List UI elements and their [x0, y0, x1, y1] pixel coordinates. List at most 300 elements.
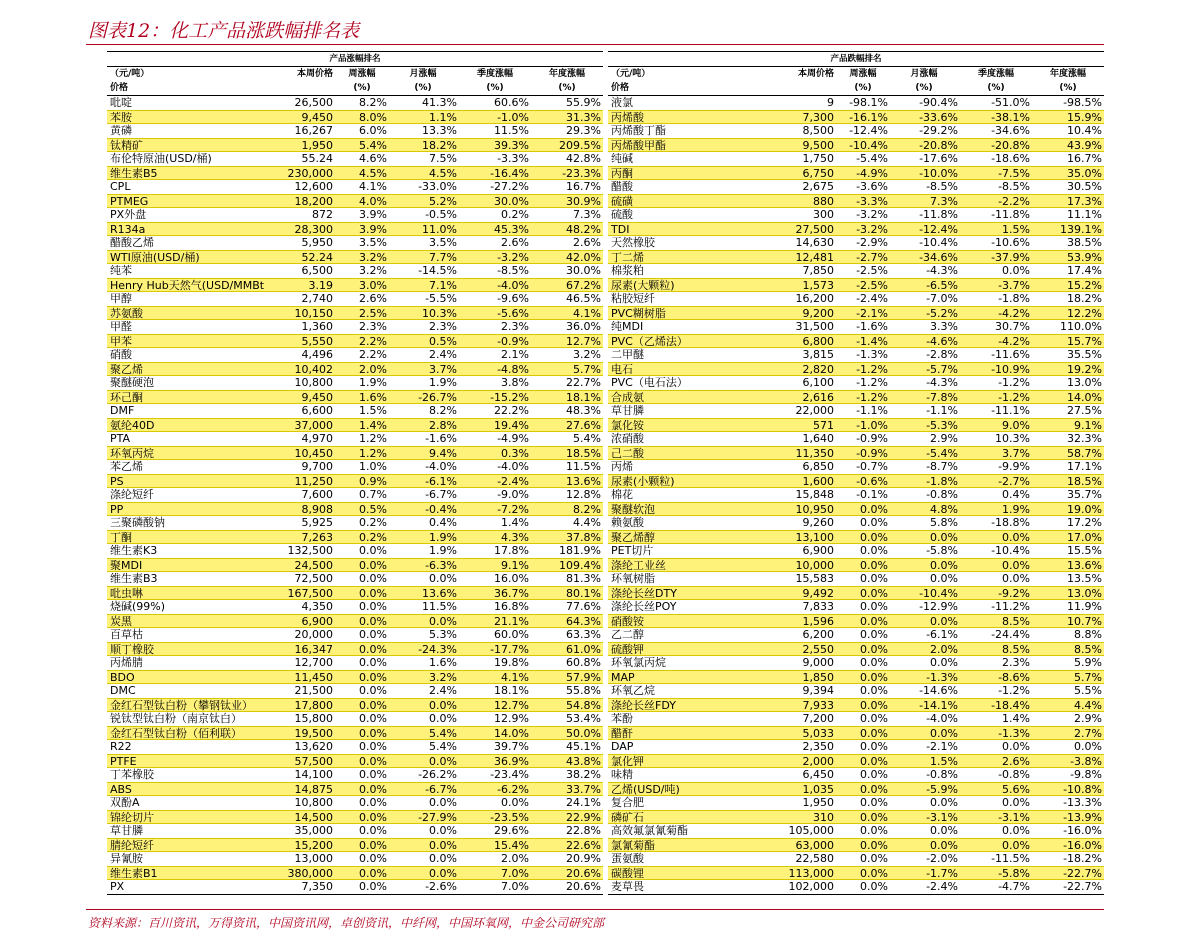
- quarterly-change: -4.8%: [497, 363, 529, 376]
- table-row: [107, 572, 603, 586]
- price: 300: [813, 208, 834, 221]
- table-row: [608, 698, 1104, 712]
- title-rule: [86, 44, 1104, 45]
- yearly-change: -22.7%: [1063, 880, 1102, 893]
- yearly-change: 4.4%: [1074, 699, 1102, 712]
- yearly-change: 27.5%: [1067, 404, 1102, 417]
- weekly-change: 0.0%: [860, 783, 888, 796]
- table-row: [107, 320, 603, 334]
- yearly-change: 60.8%: [566, 656, 601, 669]
- yearly-change: 209.5%: [559, 139, 601, 152]
- price: 7,833: [802, 600, 834, 613]
- product-name: 纯MDI: [611, 320, 644, 333]
- quarterly-change: -16.4%: [490, 167, 529, 180]
- monthly-change: -17.6%: [919, 152, 958, 165]
- price: 14,100: [294, 768, 333, 781]
- quarterly-change: -3.1%: [998, 811, 1030, 824]
- weekly-change: -2.5%: [856, 264, 888, 277]
- product-name: 电石: [611, 363, 633, 376]
- monthly-change: -2.8%: [926, 348, 958, 361]
- table-row: [107, 446, 603, 460]
- weekly-change: 0.0%: [860, 852, 888, 865]
- price: 102,000: [788, 880, 834, 893]
- price: 6,750: [802, 167, 834, 180]
- yearly-change: 67.2%: [566, 279, 601, 292]
- product-name: 苏氨酸: [110, 307, 143, 320]
- table-row: [107, 754, 603, 768]
- quarterly-change: -1.8%: [998, 292, 1030, 305]
- quarterly-change: -11.8%: [991, 208, 1030, 221]
- yearly-change: 29.3%: [566, 124, 601, 137]
- monthly-change: -5.2%: [926, 307, 958, 320]
- product-name: 百草枯: [110, 628, 143, 641]
- monthly-change: -5.9%: [926, 783, 958, 796]
- table-row: [107, 264, 603, 278]
- weekly-change: 0.0%: [860, 572, 888, 585]
- weekly-change: -3.6%: [856, 180, 888, 193]
- quarterly-change: -9.0%: [497, 488, 529, 501]
- weekly-change: -2.1%: [856, 307, 888, 320]
- yearly-change: 20.6%: [566, 867, 601, 880]
- monthly-change: 5.4%: [429, 740, 457, 753]
- product-name: 黄磷: [110, 124, 132, 137]
- header-row: [107, 67, 603, 81]
- price: 4,970: [301, 432, 333, 445]
- product-name: 硝酸铵: [611, 615, 644, 628]
- table-row: [608, 306, 1104, 320]
- weekly-change: 0.0%: [359, 615, 387, 628]
- price: 52.24: [301, 251, 333, 264]
- yearly-change: 50.0%: [566, 727, 601, 740]
- monthly-change: -14.1%: [919, 699, 958, 712]
- price: 7,933: [802, 699, 834, 712]
- column-header: 月涨幅: [910, 69, 938, 79]
- price: 14,875: [294, 783, 333, 796]
- quarterly-change: -9.9%: [998, 460, 1030, 473]
- weekly-change: -3.2%: [856, 223, 888, 236]
- price: 19,500: [294, 727, 333, 740]
- weekly-change: 0.0%: [359, 684, 387, 697]
- product-name: 高效氟氯氰菊酯: [611, 824, 688, 837]
- yearly-change: 12.8%: [566, 488, 601, 501]
- table-row: [107, 698, 603, 712]
- monthly-change: -12.9%: [919, 600, 958, 613]
- quarterly-change: -20.8%: [991, 139, 1030, 152]
- weekly-change: -3.3%: [856, 195, 888, 208]
- table-row: [107, 124, 603, 138]
- product-name: 氯氰菊酯: [611, 839, 655, 852]
- price: 7,850: [802, 264, 834, 277]
- yearly-change: -9.8%: [1070, 768, 1102, 781]
- monthly-change: -0.5%: [425, 208, 457, 221]
- yearly-change: 30.0%: [566, 264, 601, 277]
- table-row: [608, 152, 1104, 166]
- price: 1,596: [802, 615, 834, 628]
- price: 37,000: [294, 419, 333, 432]
- quarterly-change: 4.3%: [501, 531, 529, 544]
- weekly-change: 0.0%: [860, 684, 888, 697]
- weekly-change: 0.0%: [860, 628, 888, 641]
- table-row: [608, 124, 1104, 138]
- quarterly-change: 39.7%: [494, 740, 529, 753]
- price: 28,300: [294, 223, 333, 236]
- weekly-change: 6.0%: [359, 124, 387, 137]
- product-name: 苯胺: [110, 111, 132, 124]
- monthly-change: 2.8%: [429, 419, 457, 432]
- weekly-change: 0.0%: [359, 699, 387, 712]
- product-name: 聚乙烯醇: [611, 531, 655, 544]
- weekly-change: -1.0%: [856, 419, 888, 432]
- table-row: [107, 334, 603, 348]
- yearly-change: 8.5%: [1074, 643, 1102, 656]
- quarterly-change: 0.0%: [1002, 839, 1030, 852]
- price: 9,700: [301, 460, 333, 473]
- weekly-change: 2.0%: [359, 363, 387, 376]
- monthly-change: 0.0%: [429, 852, 457, 865]
- yearly-change: 17.3%: [1067, 195, 1102, 208]
- table-row: [608, 222, 1104, 236]
- table-row: [107, 642, 603, 656]
- column-header: （元/吨）: [611, 69, 651, 79]
- price: 2,550: [802, 643, 834, 656]
- monthly-change: 0.0%: [429, 712, 457, 725]
- quarterly-change: -8.5%: [497, 264, 529, 277]
- table-row: [107, 390, 603, 404]
- quarterly-change: 15.4%: [494, 839, 529, 852]
- weekly-change: -1.3%: [856, 348, 888, 361]
- yearly-change: 54.8%: [566, 699, 601, 712]
- quarterly-change: -51.0%: [991, 96, 1030, 109]
- quarterly-change: -3.2%: [497, 251, 529, 264]
- table-row: [608, 418, 1104, 432]
- weekly-change: 1.2%: [359, 432, 387, 445]
- table-row: [608, 348, 1104, 362]
- quarterly-change: 0.0%: [1002, 531, 1030, 544]
- quarterly-change: 0.0%: [501, 796, 529, 809]
- yearly-change: -98.5%: [1063, 96, 1102, 109]
- product-name: DMC: [110, 684, 136, 697]
- price: 16,267: [294, 124, 333, 137]
- table-row: [107, 684, 603, 698]
- monthly-change: 4.5%: [429, 167, 457, 180]
- product-name: 硫酸钾: [611, 643, 644, 656]
- price: 13,100: [795, 531, 834, 544]
- monthly-change: 3.3%: [930, 320, 958, 333]
- table-row: [608, 138, 1104, 152]
- product-name: BDO: [110, 671, 135, 684]
- yearly-change: 22.7%: [566, 376, 601, 389]
- weekly-change: 0.0%: [359, 768, 387, 781]
- table-row: [608, 502, 1104, 516]
- monthly-change: 4.8%: [930, 503, 958, 516]
- product-name: 丙烯: [611, 460, 633, 473]
- price: 9: [827, 96, 834, 109]
- weekly-change: 0.0%: [860, 587, 888, 600]
- table-row: [608, 628, 1104, 642]
- price: 9,260: [802, 516, 834, 529]
- monthly-change: -20.8%: [919, 139, 958, 152]
- table-row: [107, 740, 603, 754]
- monthly-change: -14.5%: [418, 264, 457, 277]
- product-name: 天然橡胶: [611, 236, 655, 249]
- table-row: [608, 460, 1104, 474]
- weekly-change: 8.2%: [359, 96, 387, 109]
- price: 17,800: [294, 699, 333, 712]
- monthly-change: 2.9%: [930, 432, 958, 445]
- monthly-change: 18.2%: [422, 139, 457, 152]
- weekly-change: 0.0%: [860, 671, 888, 684]
- price: 1,950: [301, 139, 333, 152]
- table-row: [608, 446, 1104, 460]
- table-row: [608, 600, 1104, 614]
- price: 35,000: [294, 824, 333, 837]
- monthly-change: 0.0%: [930, 796, 958, 809]
- weekly-change: 1.9%: [359, 376, 387, 389]
- yearly-change: 81.3%: [566, 572, 601, 585]
- column-header: 周涨幅: [348, 69, 376, 79]
- product-name: 丙烯酸: [611, 111, 644, 124]
- product-name: 磷矿石: [611, 811, 644, 824]
- quarterly-change: -9.2%: [998, 587, 1030, 600]
- monthly-change: 1.9%: [429, 376, 457, 389]
- weekly-change: -0.1%: [856, 488, 888, 501]
- table-row: [608, 432, 1104, 446]
- product-name: 硫磺: [611, 195, 633, 208]
- weekly-change: 0.0%: [359, 572, 387, 585]
- yearly-change: 35.7%: [1067, 488, 1102, 501]
- gainers-table: [107, 51, 603, 895]
- column-header: 年度涨幅: [548, 69, 585, 79]
- quarterly-change: 1.9%: [1002, 503, 1030, 516]
- quarterly-change: 12.9%: [494, 712, 529, 725]
- table-row: [608, 782, 1104, 796]
- weekly-change: 0.0%: [359, 852, 387, 865]
- table-row: [107, 656, 603, 670]
- table-row: [608, 530, 1104, 544]
- table-row: [107, 614, 603, 628]
- price: 12,481: [795, 251, 834, 264]
- quarterly-change: -1.2%: [998, 684, 1030, 697]
- weekly-change: 0.0%: [359, 824, 387, 837]
- weekly-change: 2.2%: [359, 348, 387, 361]
- weekly-change: 0.0%: [860, 740, 888, 753]
- table-row: [107, 376, 603, 390]
- weekly-change: -1.4%: [856, 335, 888, 348]
- weekly-change: 0.0%: [359, 712, 387, 725]
- weekly-change: 1.5%: [359, 404, 387, 417]
- weekly-change: -1.2%: [856, 391, 888, 404]
- yearly-change: 38.2%: [566, 768, 601, 781]
- product-name: 丁酮: [110, 531, 132, 544]
- price: 14,630: [795, 236, 834, 249]
- table-row: [608, 824, 1104, 838]
- yearly-change: 17.2%: [1067, 516, 1102, 529]
- price: 9,500: [802, 139, 834, 152]
- monthly-change: -14.6%: [919, 684, 958, 697]
- table-row: [107, 866, 603, 880]
- price: 10,950: [795, 503, 834, 516]
- product-name: PP: [110, 503, 124, 516]
- table-row: [107, 208, 603, 222]
- weekly-change: 3.0%: [359, 279, 387, 292]
- price: 1,950: [802, 796, 834, 809]
- weekly-change: 3.2%: [359, 264, 387, 277]
- yearly-change: 46.5%: [566, 292, 601, 305]
- price: 24,500: [294, 559, 333, 572]
- weekly-change: 0.2%: [359, 516, 387, 529]
- product-name: PTFE: [110, 755, 137, 768]
- column-unit: (%): [1059, 83, 1077, 93]
- monthly-change: -2.4%: [926, 880, 958, 893]
- column-header: 月涨幅: [409, 69, 437, 79]
- product-name: 硝酸: [110, 348, 132, 361]
- monthly-change: -8.7%: [926, 460, 958, 473]
- yearly-change: 15.2%: [1067, 279, 1102, 292]
- weekly-change: 0.0%: [860, 503, 888, 516]
- yearly-change: -10.8%: [1063, 783, 1102, 796]
- product-name: R22: [110, 740, 132, 753]
- product-name: 聚醚软泡: [611, 503, 655, 516]
- quarterly-change: -10.6%: [991, 236, 1030, 249]
- yearly-change: 9.1%: [1074, 419, 1102, 432]
- table-row: [608, 334, 1104, 348]
- product-name: 维生素B1: [110, 867, 158, 880]
- price: 15,848: [795, 488, 834, 501]
- yearly-change: 13.6%: [566, 475, 601, 488]
- table-row: [107, 236, 603, 250]
- monthly-change: 0.0%: [429, 839, 457, 852]
- table-row: [107, 194, 603, 208]
- weekly-change: 4.1%: [359, 180, 387, 193]
- weekly-change: 0.0%: [860, 796, 888, 809]
- price: 22,000: [795, 404, 834, 417]
- yearly-change: -3.8%: [1070, 755, 1102, 768]
- yearly-change: 42.8%: [566, 152, 601, 165]
- table-row: [107, 516, 603, 530]
- column-unit: (%): [486, 83, 504, 93]
- monthly-change: -1.6%: [425, 432, 457, 445]
- weekly-change: -1.6%: [856, 320, 888, 333]
- product-name: 维生素B5: [110, 167, 158, 180]
- monthly-change: 0.0%: [930, 559, 958, 572]
- product-name: 环氧树脂: [611, 572, 655, 585]
- monthly-change: -10.0%: [919, 167, 958, 180]
- yearly-change: 5.7%: [573, 363, 601, 376]
- price: 7,263: [301, 531, 333, 544]
- product-name: 粘胶短纤: [611, 292, 655, 305]
- weekly-change: 2.5%: [359, 307, 387, 320]
- table-row: [107, 726, 603, 740]
- price: 7,600: [301, 488, 333, 501]
- yearly-change: 7.3%: [573, 208, 601, 221]
- price: 3,815: [802, 348, 834, 361]
- product-name: 棉浆粕: [611, 264, 644, 277]
- table-row: [608, 488, 1104, 502]
- monthly-change: -6.5%: [926, 279, 958, 292]
- quarterly-change: -7.5%: [998, 167, 1030, 180]
- weekly-change: 0.0%: [359, 656, 387, 669]
- price: 1,750: [802, 152, 834, 165]
- quarterly-change: 3.8%: [501, 376, 529, 389]
- weekly-change: 0.0%: [359, 867, 387, 880]
- price: 16,200: [795, 292, 834, 305]
- yearly-change: 37.8%: [566, 531, 601, 544]
- column-header: 本周价格: [797, 69, 834, 79]
- quarterly-change: 3.7%: [1002, 447, 1030, 460]
- monthly-change: -0.4%: [425, 503, 457, 516]
- yearly-change: 11.1%: [1067, 208, 1102, 221]
- weekly-change: 0.0%: [359, 740, 387, 753]
- column-unit: (%): [558, 83, 576, 93]
- yearly-change: 48.3%: [566, 404, 601, 417]
- yearly-change: 27.6%: [566, 419, 601, 432]
- quarterly-change: -27.2%: [490, 180, 529, 193]
- weekly-change: 0.0%: [860, 867, 888, 880]
- product-name: 纯苯: [110, 264, 132, 277]
- product-name: 双酚A: [110, 796, 140, 809]
- price: 2,350: [802, 740, 834, 753]
- yearly-change: 30.9%: [566, 195, 601, 208]
- table-row: [107, 852, 603, 866]
- weekly-change: 0.0%: [860, 727, 888, 740]
- table-row: [107, 222, 603, 236]
- price: 15,800: [294, 712, 333, 725]
- table-row: [608, 684, 1104, 698]
- monthly-change: -6.7%: [425, 783, 457, 796]
- price: 5,550: [301, 335, 333, 348]
- price: 63,000: [795, 839, 834, 852]
- weekly-change: 0.0%: [860, 544, 888, 557]
- quarterly-change: -37.9%: [991, 251, 1030, 264]
- product-name: PS: [110, 475, 124, 488]
- monthly-change: -27.9%: [418, 811, 457, 824]
- price: 57,500: [294, 755, 333, 768]
- weekly-change: 2.6%: [359, 292, 387, 305]
- price: 3.19: [308, 279, 333, 292]
- monthly-change: 9.4%: [429, 447, 457, 460]
- column-header: 本周价格: [296, 69, 333, 79]
- yearly-change: 2.7%: [1074, 727, 1102, 740]
- monthly-change: -0.8%: [926, 488, 958, 501]
- table-row: [608, 404, 1104, 418]
- quarterly-change: 19.4%: [494, 419, 529, 432]
- table-row: [107, 880, 603, 894]
- table-row: [608, 96, 1104, 110]
- table-row: [608, 110, 1104, 124]
- table-row: [107, 628, 603, 642]
- product-name: 醋酸: [611, 180, 633, 193]
- table-row: [107, 306, 603, 320]
- monthly-change: -6.3%: [425, 559, 457, 572]
- table-row: [608, 362, 1104, 376]
- quarterly-change: 19.8%: [494, 656, 529, 669]
- product-name: 合成氨: [611, 391, 644, 404]
- table-row: [107, 166, 603, 180]
- yearly-change: 19.2%: [1067, 363, 1102, 376]
- monthly-change: 0.0%: [429, 615, 457, 628]
- product-name: PVC（电石法）: [611, 376, 688, 389]
- price: 6,800: [802, 335, 834, 348]
- column-unit: [748, 81, 838, 95]
- price: 6,100: [802, 376, 834, 389]
- price: 22,580: [795, 852, 834, 865]
- table-row: [608, 558, 1104, 572]
- quarterly-change: 30.0%: [494, 195, 529, 208]
- product-name: 环己酮: [110, 391, 143, 404]
- product-name: PET切片: [611, 544, 654, 557]
- yearly-change: 13.6%: [1067, 559, 1102, 572]
- price: 20,000: [294, 628, 333, 641]
